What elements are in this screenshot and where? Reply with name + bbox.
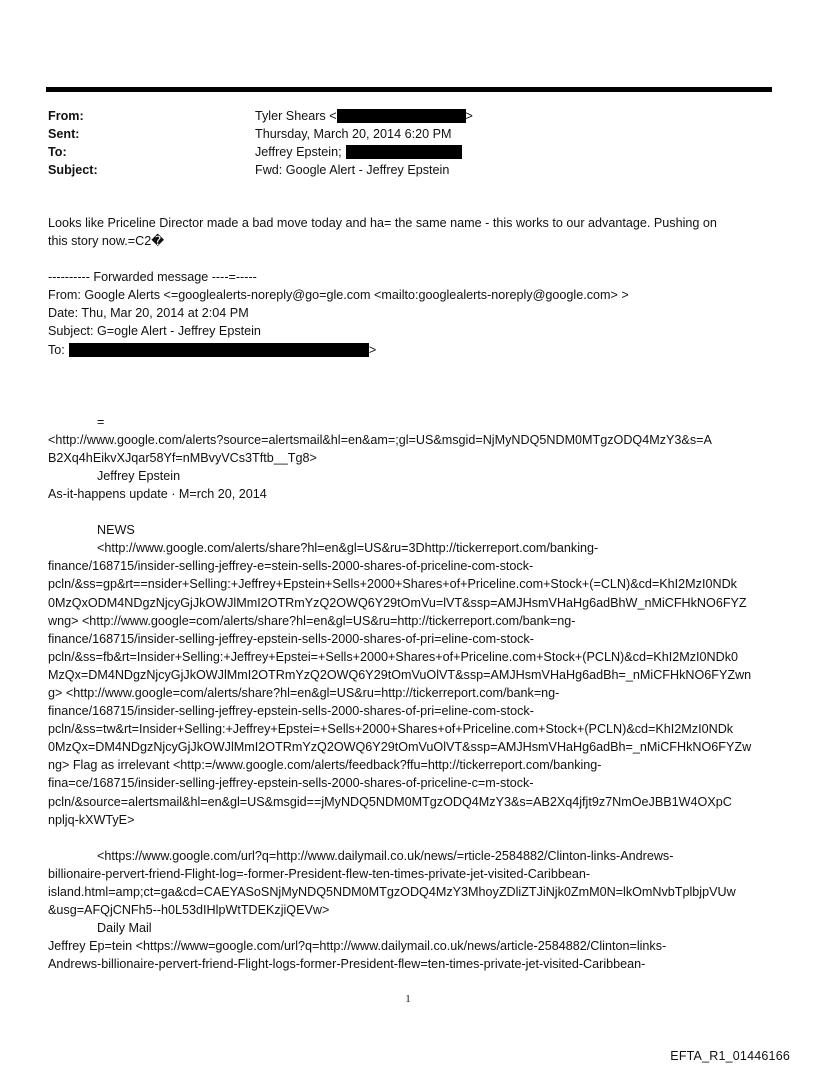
sent-value: Thursday, March 20, 2014 6:20 PM [255,127,452,141]
article-link[interactable]: &usg=AFQjCNFh5--h0L53dIHlpWtTDEKzjiQEVw> [48,903,330,917]
from-value: Tyler Shears < [255,109,337,123]
share-link[interactable]: MzQx=DM4NDgzNjcyGjJkOWJlMmI2OTRmYzQ2OWQ6Y29tOmVuOlVT&ssp=AMJHsmVHaHg6adBh=_nMiCFHkNO6FYZwn [48,667,752,682]
subject-value: Fwd: Google Alert - Jeffrey Epstein [255,163,450,177]
flag-irrelevant-link[interactable]: npljq-kXWTyE> [48,812,135,827]
article-link[interactable]: <https://www.google.com/url?q=http://www.dailymail.co.uk/news/=rticle-2584882/Clinton-links-Andrews- [97,848,674,863]
share-link[interactable]: pcln/&ss=gp&rt==nsider+Selling:+Jeffrey+Epstein+Sells+2000+Shares+of+Priceline.com+Stock+(=CLN)&cd=KhI2MzI0NDk [48,577,737,592]
update-line: As-it-happens update · M=rch 20, 2014 [48,487,267,502]
from-label: From: [48,109,84,123]
source-name: Daily Mail [97,921,152,936]
subject-row [48,161,768,179]
flag-irrelevant-link[interactable]: pcln/&source=alertsmail&hl=en&gl=US&msgid==jMyNDQ5NDM0MTgzODQ4MzY3&s=AB2Xq4jfjt9z7NmOeJBB1W4OXpC [48,794,732,809]
article-title-link[interactable]: Jeffrey Ep=tein <https://www=google.com/url?q=http://www.dailymail.co.uk/news/article-2584882/Clinton=links- [48,939,667,954]
sent-row [48,125,768,143]
article-link[interactable]: island.html=amp;ct=ga&cd=CAEYASoSNjMyNDQ5NDM0MTgzODQ4MzY3MhoyZDliZTJiNjk0ZmM0N=lkOmNvbTplbjpVUw [48,884,736,899]
article-link[interactable]: billionaire-pervert-friend-Flight-log=-former-President-flew-ten-times-private-jet-visited-Caribbean- [48,866,591,881]
article-title-link[interactable]: Andrews-billionaire-pervert-friend-Flight-logs-former-President-flew=ten-times-private-jet-visited-Caribbean- [48,957,646,972]
header-rule [46,87,772,92]
share-link[interactable]: finance/168715/insider-selling-jeffrey-epstein-sells-2000-shares-of-pri=eline-com-stock- [48,704,534,719]
flag-irrelevant-link[interactable]: fina=ce/168715/insider-selling-jeffrey-epstein-sells-2000-shares-of-priceline-c=m-stock- [48,776,534,791]
email-header [48,107,768,179]
email-body [48,214,774,973]
share-link[interactable]: 0MzQx=DM4NDgzNjcyGjJkOWJlMmI2OTRmYzQ2OWQ6Y29tOmVuOlVT&ssp=AMJHsmVHaHg6adBh=_nMiCFHkNO6FYZw [48,740,752,755]
subject-label: Subject: [48,163,98,177]
share-link[interactable]: pcln/&ss=fb&rt=Insider+Selling:+Jeffrey+Epstei=+Sells+2000+Shares+of+Priceline.com+Stock+(PCLN)&cd=KhI2MzI0NDk0 [48,649,738,664]
document-id: EFTA_R1_01446166 [670,1049,790,1063]
redaction-box [337,109,466,123]
intro-paragraph: Looks like Priceline Director made a bad move today and ha= the same name - this works to our advantage. Pushing on this story now.=C2� [48,216,717,249]
share-link[interactable]: wng> <http://www.google=com/alerts/share?hl=en&gl=US&ru=http://tickerreport.com/bank=ng- [48,613,576,628]
from-end: > [465,109,473,123]
to-label: To: [48,145,67,159]
redaction-box [346,145,462,159]
to-value: Jeffrey Epstein; [255,145,342,159]
to-row [48,143,768,161]
from-row [48,107,768,125]
sent-label: Sent: [48,127,80,141]
alert-section: = <http://www.google.com/alerts?source=alertsmail&hl=en&am=;gl=US&msgid=NjMyNDQ5NDM0MTgzODQ4MzY3&s=A B2Xq4hEikvXJqar58Yf=nMBvyVCs3Tftb__Tg8> Jeffrey Epstein As-it-happens update · M=rch 20, 2014 [48,413,774,503]
forwarded-header: ---------- Forwarded message ----=----- From: Google Alerts <=googlealerts-noreply@go=gle.com <mailto:googlealerts-noreply@google.com> > Date: Thu, Mar 20, 2014 at 2:04 PM Subject: G=ogle Alert - Jeffrey Epstein To: > [48,268,774,358]
alert-name: Jeffrey Epstein [97,468,181,483]
redaction-box [69,343,369,357]
alert-link[interactable]: B2Xq4hEikvXJqar58Yf=nMBvyVCs3Tftb__Tg8> [48,450,317,465]
forwarded-to-line: To: > [48,342,377,357]
news-label: NEWS [97,523,135,538]
share-link[interactable]: 0MzQxODM4NDgzNjcyGjJkOWJlMmI2OTRmYzQ2OWQ6Y29tOmVu=lVT&ssp=AMJHsmVHaHg6adBhW_nMiCFHkNO6FYZ [48,595,747,610]
news-section [48,521,774,829]
daily-mail-section [48,847,774,974]
share-link[interactable]: pcln/&ss=tw&rt=Insider+Selling:+Jeffrey+Epstei=+Sells+2000+Shares+of+Priceline.com+Stock+(PCLN)&cd=KhI2MzI0NDk [48,722,734,737]
share-link[interactable]: <http://www.google.com/alerts/share?hl=en&gl=US&ru=3Dhttp://tickerreport.com/banking- [97,541,599,556]
share-link[interactable]: g> <http://www.google=com/alerts/share?hl=en&gl=US&ru=http://tickerreport.com/bank=ng- [48,685,560,700]
flag-irrelevant-link[interactable]: ng> Flag as irrelevant <http:=/www.google.com/alerts/feedback?ffu=http://tickerreport.com/banking- [48,758,602,773]
page-number: 1 [405,993,411,1005]
alert-link[interactable]: <http://www.google.com/alerts?source=alertsmail&hl=en&am=;gl=US&msgid=NjMyNDQ5NDM0MTgzODQ4MzY3&s=A [48,432,712,447]
share-link[interactable]: finance/168715/insider-selling-jeffrey-e=stein-sells-2000-shares-of-priceline-com-stock- [48,559,534,574]
share-link[interactable]: finance/168715/insider-selling-jeffrey-epstein-sells-2000-shares-of-pri=eline-com-stock- [48,631,534,646]
